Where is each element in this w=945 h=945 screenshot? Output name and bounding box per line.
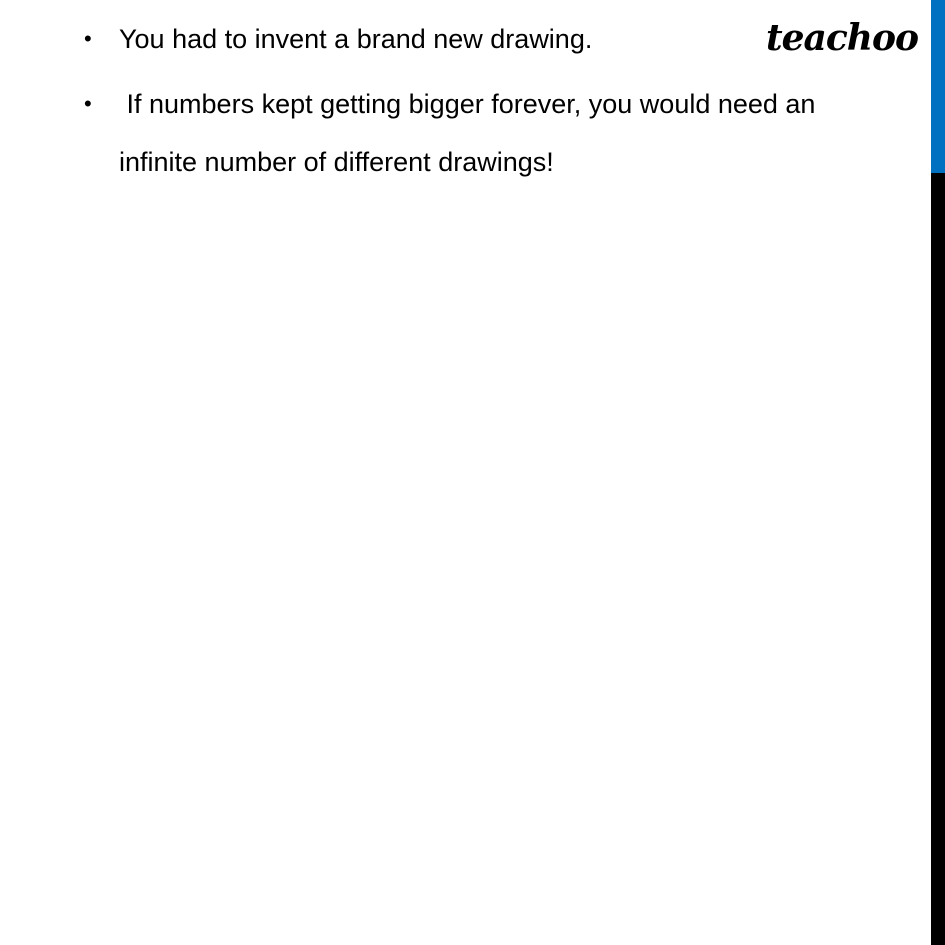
bullet-text: If numbers kept getting bigger forever, you would need an infinite number of different drawings!	[119, 89, 823, 177]
bullet-marker: •	[84, 26, 92, 51]
side-bar-accent	[931, 0, 945, 173]
bullet-text: You had to invent a brand new drawing.	[119, 24, 593, 54]
bullet-item	[0, 75, 920, 191]
bullet-marker: •	[84, 91, 92, 116]
side-bar	[931, 0, 945, 945]
teachoo-logo: teachoo	[766, 17, 918, 59]
